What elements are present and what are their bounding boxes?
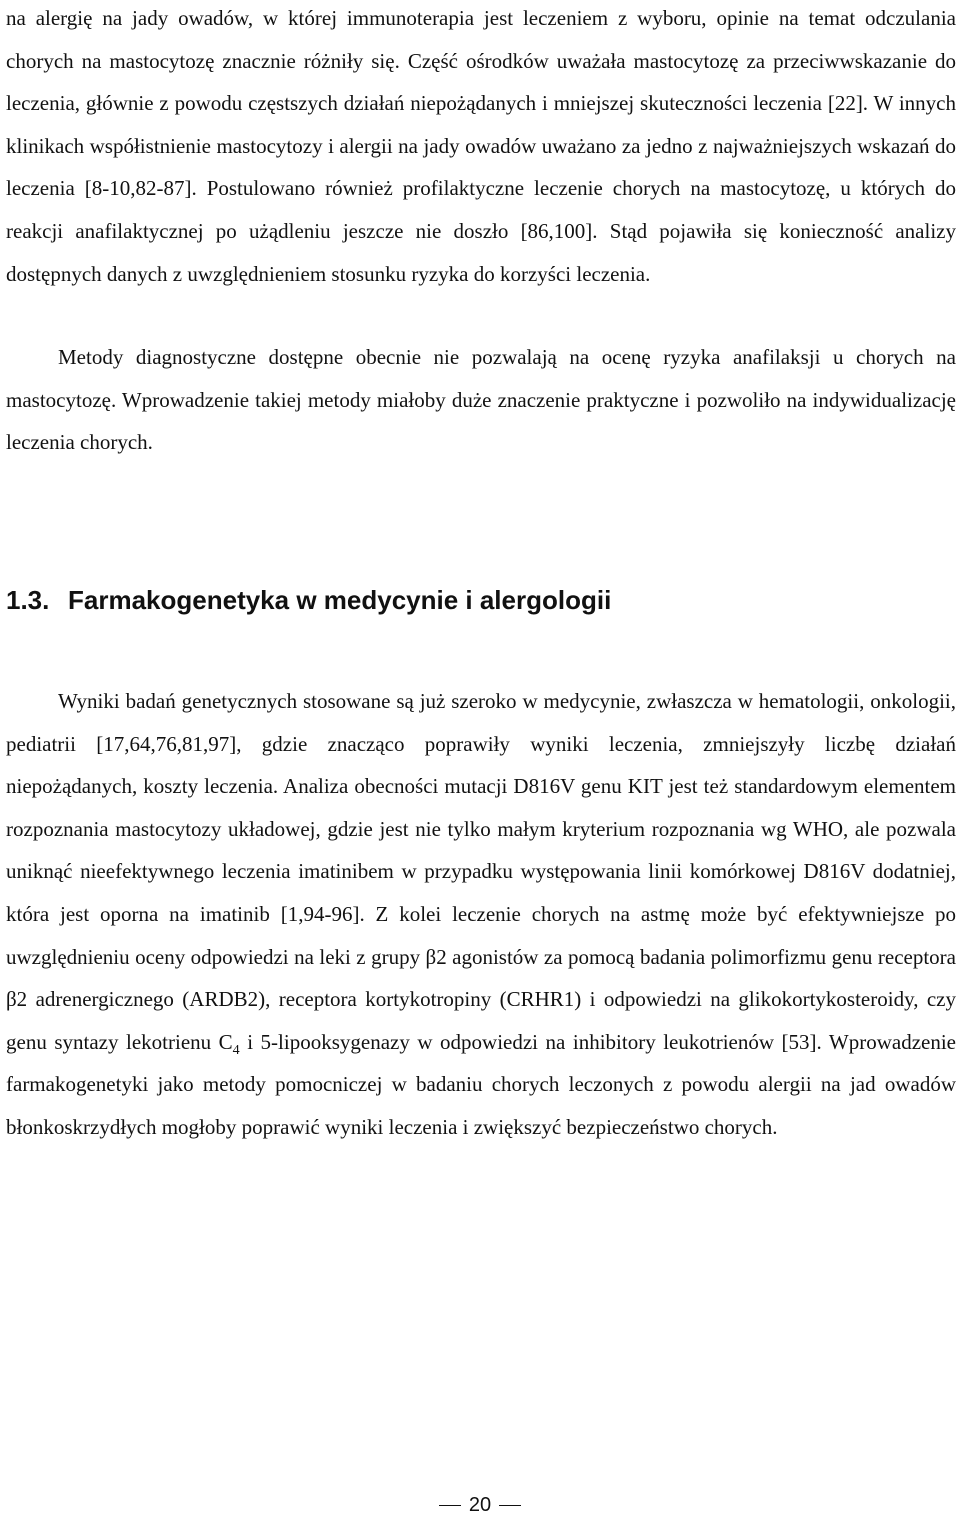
footer-rule-left [439, 1505, 461, 1506]
section-heading [6, 585, 611, 616]
subscript-index: 4 [232, 1042, 240, 1058]
document-page [6, 0, 956, 1521]
paragraph-intro: na alergię na jady owadów, w której immunoterapia jest leczeniem z wyboru, opinie na temat odczulania chorych na mastocytozę znacznie różniły się. Część ośrodków uważała mastocytozę za przeciwwskazanie do leczenia, głównie z powodu częstszych działań niepożądanych i mniejszej skuteczności leczenia [22]. W innych klinikach współistnienie mastocytozy i alergii na jady owadów uważano za jedno z najważniejszych wskazań do leczenia [8-10,82-87]. Postulowano również profilaktyczne leczenie chorych na mastocytozę, u których do reakcji anafilaktycznej po użądleniu jeszcze nie doszło [86,100]. Stąd pojawiła się konieczność analizy dostępnych danych z uwzględnieniem stosunku ryzyka do korzyści leczenia. [6, 6, 956, 286]
footer-rule-right [499, 1505, 521, 1506]
paragraph-text-part2: i 5-lipooksygenazy w odpowiedzi na inhibitory leukotrienów [53]. Wprowadzenie farmakogenetyki jako metody pomocniczej w badaniu chorych leczonych z powodu alergii na jad owadów błonkoskrzydłych mogłoby poprawić wyniki leczenia i zwiększyć bezpieczeństwo chorych. [6, 1029, 956, 1139]
paragraph-text-part1: Wyniki badań genetycznych stosowane są już szeroko w medycynie, zwłaszcza w hematologii, onkologii, pediatrii [17,64,76,81,97], gdzie znacząco poprawiły wyniki leczenia, zmniejszyły liczbę działań niepożądanych, koszty leczenia. Analiza obecności mutacji D816V genu KIT jest też standardowym elementem rozpoznania mastocytozy układowej, gdzie jest nie tylko małym kryterium rozpoznania wg WHO, ale pozwala uniknąć nieefektywnego leczenia imatinibem w przypadku występowania linii komórkowej D816V dodatniej, która jest oporna na imatinib [1,94-96]. Z kolei leczenie chorych na astmę może być efektywniejsze po uwzględnieniu oceny odpowiedzi na leki z grupy β2 agonistów za pomocą badania polimorfizmu genu receptora β2 adrenergicznego (ARDB2), receptora kortykotropiny (CRHR1) i odpowiedzi na glikokortykosteroidy, czy genu syntazy lekotrienu C [6, 689, 956, 1054]
paragraph-pharmacogenetics [6, 680, 956, 1149]
section-number: 1.3. [6, 585, 50, 615]
section-title: Farmakogenetyka w medycynie i alergologii [68, 585, 612, 615]
paragraph-diagnostics: Metody diagnostyczne dostępne obecnie nie pozwalają na ocenę ryzyka anafilaksji u chorych na mastocytozę. Wprowadzenie takiej metody miałoby duże znaczenie praktyczne i pozwoliło na indywidualizację leczenia chorych. [6, 345, 956, 455]
page-footer [0, 1494, 960, 1517]
page-number: 20 [468, 1494, 492, 1516]
